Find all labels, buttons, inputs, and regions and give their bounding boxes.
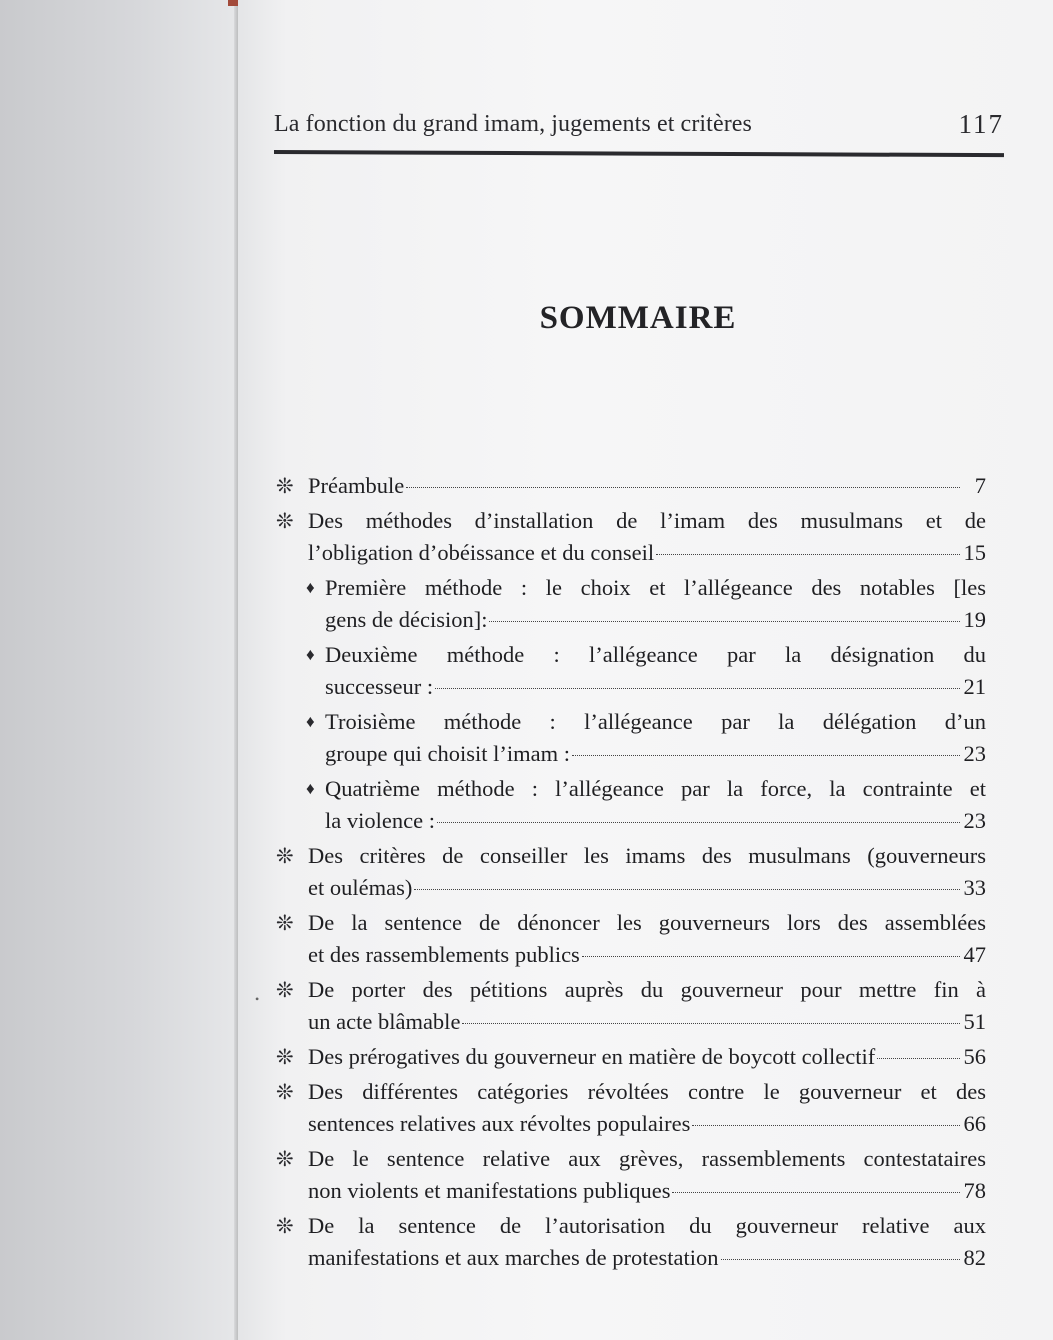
asterism-bullet-icon: ❊ bbox=[276, 474, 294, 498]
diamond-bullet-icon: ♦ bbox=[306, 779, 315, 798]
toc-page-number: 33 bbox=[963, 875, 986, 900]
stray-mark: • bbox=[255, 992, 260, 1006]
toc-entry-text: et des rassemblements publics bbox=[308, 942, 580, 967]
toc-entry-text: successeur : bbox=[325, 674, 434, 699]
diamond-bullet-icon: ♦ bbox=[306, 578, 315, 597]
toc-entry-line: Des critères de conseiller les imams des musulmans (gouverneurs bbox=[308, 843, 986, 868]
toc-entry[interactable] bbox=[276, 840, 986, 904]
toc-entry-line: De le sentence relative aux grèves, rassemblements contestataires bbox=[308, 1146, 986, 1171]
toc-entry-line: Des différentes catégories révoltées contre le gouverneur et des bbox=[308, 1079, 986, 1104]
toc-entry-line: Quatrième méthode : l’allégeance par la force, la contrainte et bbox=[325, 776, 986, 801]
toc-entry-last-line bbox=[308, 872, 986, 904]
dot-leader bbox=[656, 554, 960, 555]
toc-entry-line: De la sentence de l’autorisation du gouverneur relative aux bbox=[308, 1213, 986, 1238]
toc-entry[interactable] bbox=[276, 907, 986, 971]
asterism-bullet-icon: ❊ bbox=[276, 978, 294, 1002]
dot-leader bbox=[721, 1259, 961, 1260]
toc-page-number: 82 bbox=[963, 1245, 986, 1270]
toc-entry-last-line bbox=[325, 671, 986, 703]
asterism-bullet-icon: ❊ bbox=[276, 1214, 294, 1238]
toc-entry-text: un acte blâmable bbox=[308, 1009, 461, 1034]
toc-page-number: 78 bbox=[963, 1178, 986, 1203]
toc-entry[interactable] bbox=[276, 639, 986, 703]
toc-entry-text: et oulémas) bbox=[308, 875, 413, 900]
dot-leader bbox=[572, 755, 960, 756]
toc-entry-last-line bbox=[308, 470, 986, 502]
running-head bbox=[274, 104, 1004, 144]
asterism-bullet-icon: ❊ bbox=[276, 509, 294, 533]
toc-page-number: 23 bbox=[963, 741, 986, 766]
toc-entry-last-line bbox=[325, 604, 986, 636]
toc-entry[interactable] bbox=[276, 974, 986, 1038]
toc-entry[interactable] bbox=[276, 1041, 986, 1073]
toc-entry-text: gens de décision]: bbox=[325, 607, 488, 632]
toc-entry-text: sentences relatives aux révoltes populaires bbox=[308, 1111, 691, 1136]
toc-page-number: 66 bbox=[963, 1111, 986, 1136]
dot-leader bbox=[672, 1192, 960, 1193]
asterism-bullet-icon: ❊ bbox=[276, 1147, 294, 1171]
toc-page-number: 21 bbox=[963, 674, 986, 699]
toc-entry-line: Des méthodes d’installation de l’imam des musulmans et de bbox=[308, 508, 986, 533]
toc-entry[interactable] bbox=[276, 1076, 986, 1140]
asterism-bullet-icon: ❊ bbox=[276, 911, 294, 935]
toc-entry[interactable] bbox=[276, 572, 986, 636]
toc-entry-last-line bbox=[308, 1242, 986, 1274]
header-rule bbox=[274, 150, 1004, 157]
toc-entry-line: Troisième méthode : l’allégeance par la délégation d’un bbox=[325, 709, 986, 734]
toc-entry[interactable] bbox=[276, 706, 986, 770]
toc-page-number: 7 bbox=[974, 473, 986, 498]
toc-entry-line: Première méthode : le choix et l’allégeance des notables [les bbox=[325, 575, 986, 600]
toc-entry-text: groupe qui choisit l’imam : bbox=[325, 741, 570, 766]
toc-entry-last-line bbox=[325, 805, 986, 837]
dot-leader bbox=[406, 487, 960, 488]
dot-leader bbox=[435, 688, 960, 689]
toc-entry-last-line bbox=[308, 1175, 986, 1207]
toc-entry-line: De porter des pétitions auprès du gouverneur pour mettre fin à bbox=[308, 977, 986, 1002]
facing-page bbox=[0, 0, 238, 1340]
asterism-bullet-icon: ❊ bbox=[276, 1080, 294, 1104]
dot-leader bbox=[489, 621, 960, 622]
diamond-bullet-icon: ♦ bbox=[306, 645, 315, 664]
dot-leader bbox=[877, 1058, 960, 1059]
asterism-bullet-icon: ❊ bbox=[276, 1045, 294, 1069]
toc-entry-last-line bbox=[325, 738, 986, 770]
toc-entry-text: non violents et manifestations publiques bbox=[308, 1178, 671, 1203]
toc-entry-last-line bbox=[308, 537, 986, 569]
diamond-bullet-icon: ♦ bbox=[306, 712, 315, 731]
page-number: 117 bbox=[958, 109, 1004, 139]
toc-entry-text: la violence : bbox=[325, 808, 435, 833]
toc-entry[interactable] bbox=[276, 773, 986, 837]
dot-leader bbox=[462, 1023, 960, 1024]
dot-leader bbox=[582, 956, 960, 957]
page-title: SOMMAIRE bbox=[539, 300, 737, 336]
running-title: La fonction du grand imam, jugements et critères bbox=[274, 111, 752, 137]
toc-page-number: 47 bbox=[963, 942, 986, 967]
toc-entry[interactable] bbox=[276, 1143, 986, 1207]
dot-leader bbox=[692, 1125, 960, 1126]
toc-entry-line: Deuxième méthode : l’allégeance par la désignation du bbox=[325, 642, 986, 667]
dot-leader bbox=[437, 822, 960, 823]
toc-entry[interactable] bbox=[276, 1210, 986, 1274]
toc-entry-last-line bbox=[308, 1108, 986, 1140]
toc-entry-line: De la sentence de dénoncer les gouverneurs lors des assemblées bbox=[308, 910, 986, 935]
toc-entry-text: Préambule bbox=[308, 473, 405, 498]
toc-entry-text: manifestations et aux marches de protestation bbox=[308, 1245, 719, 1270]
toc-page-number: 56 bbox=[963, 1044, 986, 1069]
table-of-contents bbox=[276, 470, 986, 1277]
book-page bbox=[238, 0, 1053, 1340]
toc-entry-text: l’obligation d’obéissance et du conseil bbox=[308, 540, 655, 565]
toc-entry-last-line bbox=[308, 1006, 986, 1038]
toc-entry-text: Des prérogatives du gouverneur en matière de boycott collectif bbox=[308, 1044, 876, 1069]
toc-entry[interactable] bbox=[276, 505, 986, 569]
toc-page-number: 19 bbox=[963, 607, 986, 632]
toc-page-number: 15 bbox=[963, 540, 986, 565]
toc-entry-last-line bbox=[308, 1041, 986, 1073]
toc-entry-last-line bbox=[308, 939, 986, 971]
dot-leader bbox=[414, 889, 960, 890]
toc-entry[interactable] bbox=[276, 470, 986, 502]
asterism-bullet-icon: ❊ bbox=[276, 844, 294, 868]
toc-page-number: 23 bbox=[963, 808, 986, 833]
toc-page-number: 51 bbox=[963, 1009, 986, 1034]
